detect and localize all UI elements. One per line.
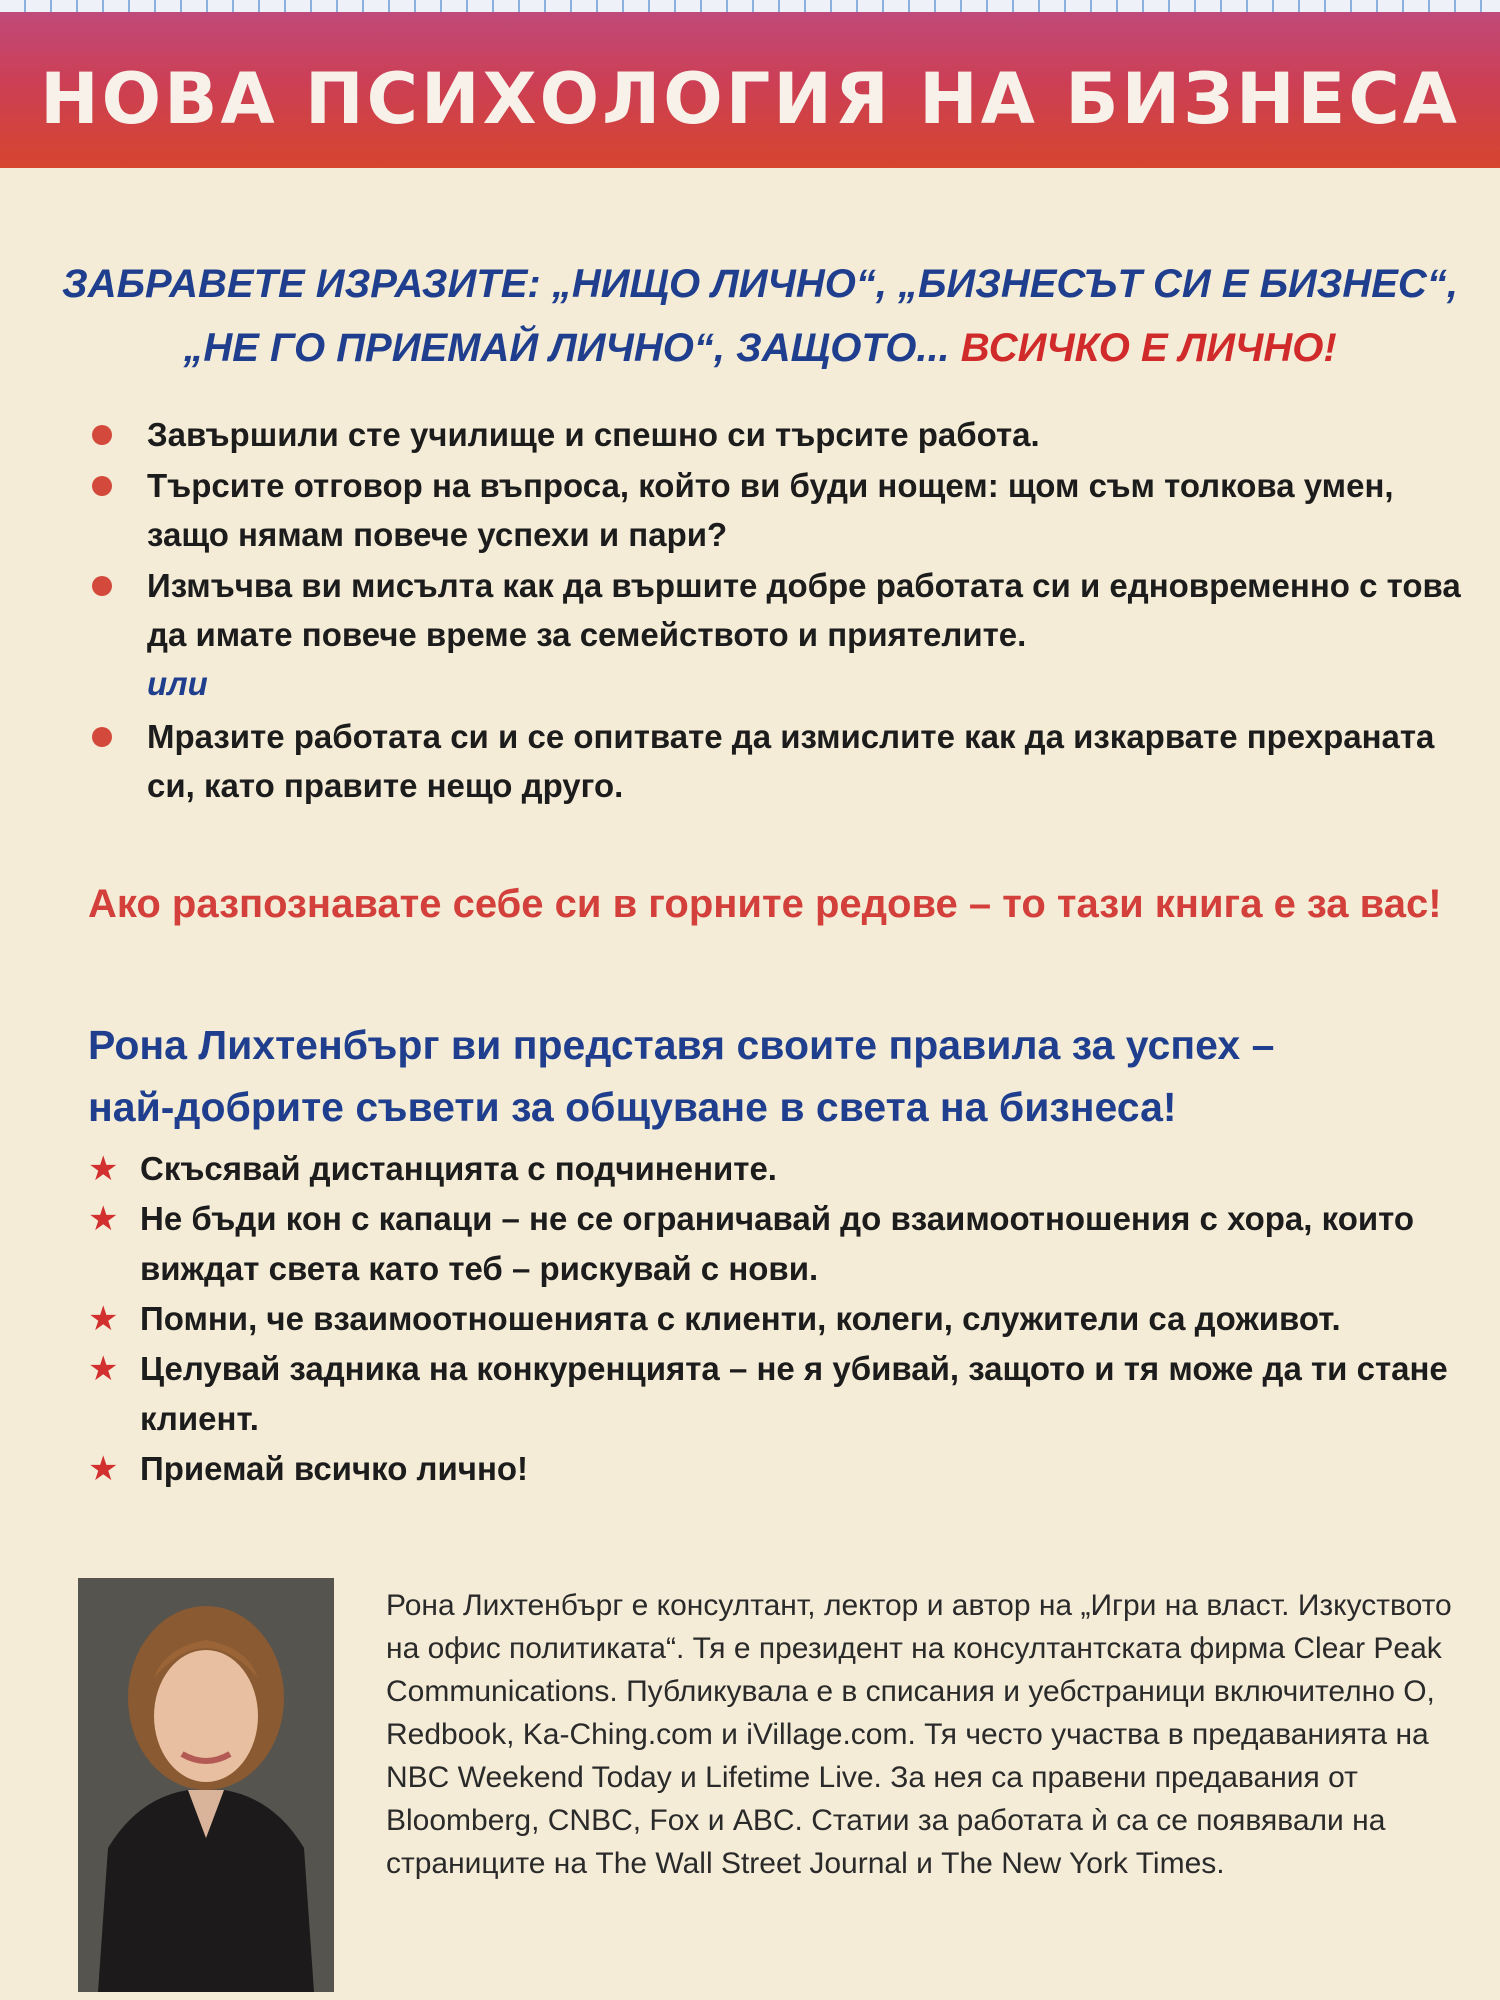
list-item <box>92 561 1472 659</box>
rules-heading-line-1: Рона Лихтенбърг ви представя своите правила за успех – <box>88 1022 1275 1068</box>
author-portrait-illustration <box>78 1578 334 1992</box>
intro-heading <box>60 252 1460 380</box>
situation-list <box>92 410 1472 812</box>
list-item <box>92 461 1472 559</box>
list-item-text: Не бъди кон с капаци – не се ограничавай до взаимоотношения с хора, които виждат света като теб – рискувай с нови. <box>140 1200 1415 1287</box>
author-bio <box>386 1584 1466 1885</box>
rules-heading <box>88 1014 1488 1138</box>
intro-line-2-blue: „НЕ ГО ПРИЕМАЙ ЛИЧНО“, ЗАЩОТО... <box>183 326 950 370</box>
book-back-cover <box>0 12 1500 2000</box>
rules-heading-line-2: най-добрите съвети за общуване в света на бизнеса! <box>88 1084 1177 1130</box>
red-dot-icon <box>92 727 112 747</box>
intro-line-2-red: ВСИЧКО Е ЛИЧНО <box>960 326 1324 370</box>
list-item-text: Помни, че взаимоотношенията с клиенти, колеги, служители са доживот. <box>140 1300 1341 1337</box>
list-item <box>88 1144 1468 1194</box>
list-item-text: Търсите отговор на въпроса, който ви буди нощем: щом съм толкова умен, защо нямам повече успехи и пари? <box>147 467 1394 553</box>
red-dot-icon <box>92 476 112 496</box>
list-item <box>88 1344 1468 1444</box>
list-item <box>92 712 1472 810</box>
author-photo <box>78 1578 334 1992</box>
list-item-text: Скъсявай дистанцията с подчинените. <box>140 1150 777 1187</box>
red-star-icon: ★ <box>88 1300 119 1338</box>
intro-line-1: ЗАБРАВЕТЕ ИЗРАЗИТЕ: „НИЩО ЛИЧНО“, „БИЗНЕСЪТ СИ Е БИЗНЕС“, <box>62 262 1458 306</box>
red-star-icon: ★ <box>88 1200 119 1238</box>
red-star-icon: ★ <box>88 1350 119 1388</box>
red-dot-icon <box>92 576 112 596</box>
list-item-text: Завършили сте училище и спешно си търсите работа. <box>147 416 1040 453</box>
list-item <box>88 1194 1468 1294</box>
banner-title: НОВА ПСИХОЛОГИЯ НА БИЗНЕСА <box>40 58 1460 140</box>
list-item-text: Целувай задника на конкуренцията – не я убивай, защото и тя може да ти стане клиент. <box>140 1350 1448 1437</box>
red-star-icon: ★ <box>88 1150 119 1188</box>
red-star-icon: ★ <box>88 1450 119 1488</box>
list-item-text: Измъчва ви мисълта как да вършите добре работата си и едновременно с това да имате повече време за семейството и приятелите. <box>147 567 1461 653</box>
list-item <box>92 410 1472 459</box>
intro-line-2-end: ! <box>1323 326 1337 370</box>
target-audience-statement: Ако разпознавате себе си в горните редове – то тази книга е за вас! <box>88 882 1442 926</box>
author-bio-text: Рона Лихтенбърг е консултант, лектор и автор на „Игри на власт. Изкуството на офис политиката“. Тя е президент на консултантската фирма Clear Peak Communications. Публикувала е в списания и уебстраници включително O, Redbook, Ka-Ching.com и iVillage.com. Тя често участва в предаванията на NBC Weekend Today и Lifetime Live. За нея са правени предавания от Bloomberg, CNBC, Fox и ABC. Статии за работата ѝ са се появявали на страниците на The Wall Street Journal и The New York Times. <box>386 1589 1452 1880</box>
rules-list <box>88 1144 1468 1494</box>
intro-line-2 <box>60 316 1460 380</box>
list-item-text: Приемай всичко лично! <box>140 1450 529 1487</box>
list-item <box>88 1444 1468 1494</box>
notebook-paper-background <box>0 0 1500 12</box>
title-banner <box>0 12 1500 168</box>
or-separator: или <box>147 665 208 702</box>
list-item <box>88 1294 1468 1344</box>
list-item-text: Мразите работата си и се опитвате да измислите как да изкарвате прехраната си, като правите нещо друго. <box>147 718 1435 804</box>
red-dot-icon <box>92 425 112 445</box>
